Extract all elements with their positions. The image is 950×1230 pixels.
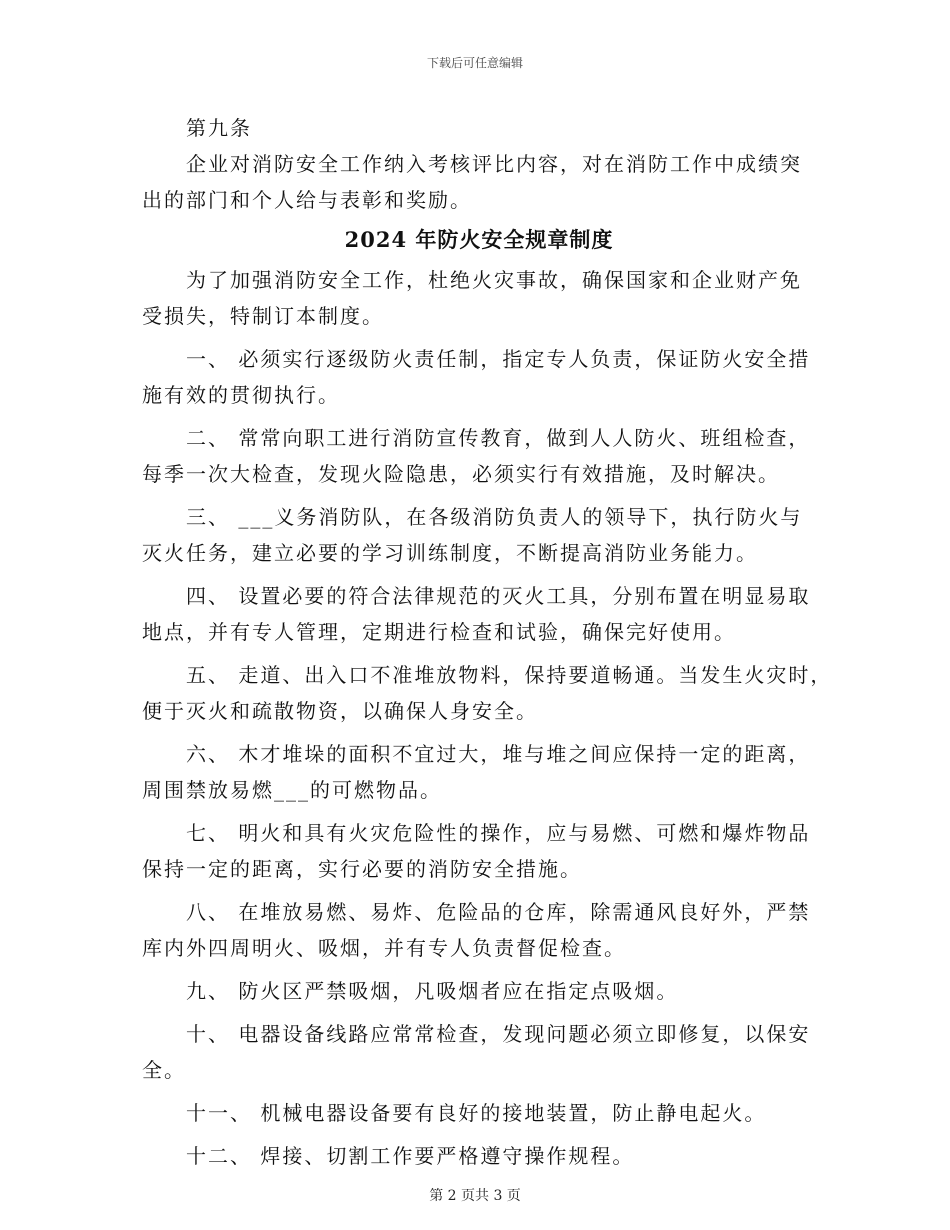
rule-line: 四、 设置必要的符合法律规范的灭火工具，分别布置在明显易取	[186, 584, 811, 608]
document-body	[142, 110, 833, 1181]
rule-line: 七、 明火和具有火灾危险性的操作，应与易燃、可燃和爆炸物品	[186, 821, 811, 845]
rule-line: 八、 在堆放易燃、易炸、危险品的仓库，除需通风良好外，严禁	[186, 900, 811, 924]
rule-line: 十二、 焊接、切割工作要严格遵守操作规程。	[186, 1144, 635, 1168]
rule-line: 一、 必须实行逐级防火责任制，指定专人负责，保证防火安全措	[186, 347, 811, 371]
rule-line: 便于灭火和疏散物资，以确保人身安全。	[142, 699, 538, 723]
rule-line: 三、 ___义务消防队，在各级消防负责人的领导下，执行防火与	[186, 505, 803, 529]
article-text-line: 出的部门和个人给与表彰和奖励。	[142, 188, 472, 212]
rule-line: 每季一次大检查，发现火险隐患，必须实行有效措施，及时解决。	[142, 462, 780, 486]
rule-item	[142, 815, 816, 894]
rule-item	[142, 1016, 816, 1095]
rule-line: 周围禁放易燃___的可燃物品。	[142, 778, 442, 802]
rule-item	[142, 499, 816, 578]
rule-line: 全。	[142, 1058, 186, 1082]
intro-line: 受损失，特制订本制度。	[142, 304, 384, 328]
rule-item	[142, 657, 833, 736]
rule-item	[142, 973, 816, 1016]
rule-line: 地点，并有专人管理，定期进行检查和试验，确保完好使用。	[142, 620, 736, 644]
rule-item	[142, 578, 816, 657]
article-text-line: 企业对消防安全工作纳入考核评比内容，对在消防工作中成绩突	[186, 152, 802, 176]
rule-item	[142, 894, 816, 973]
rule-line: 库内外四周明火、吸烟，并有专人负责督促检查。	[142, 936, 626, 960]
rule-line: 灭火任务，建立必要的学习训练制度，不断提高消防业务能力。	[142, 541, 758, 565]
rule-line: 施有效的贯彻执行。	[142, 383, 340, 407]
rule-line: 保持一定的距离，实行必要的消防安全措施。	[142, 857, 582, 881]
rule-item	[142, 420, 816, 499]
rule-line: 六、 木才堆垛的面积不宜过大，堆与堆之间应保持一定的距离，	[186, 742, 811, 766]
rule-line: 二、 常常向职工进行消防宣传教育，做到人人防火、班组检查，	[186, 426, 811, 450]
intro-line: 为了加强消防安全工作，杜绝火灾事故，确保国家和企业财产免	[186, 268, 802, 292]
page-footer: 第 2 页共 3 页	[429, 1188, 521, 1204]
rule-list	[142, 341, 833, 1181]
rule-line: 九、 防火区严禁吸烟，凡吸烟者应在指定点吸烟。	[186, 979, 679, 1003]
article-heading: 第九条	[186, 116, 252, 140]
rule-line: 十一、 机械电器设备要有良好的接地装置，防止静电起火。	[186, 1101, 767, 1125]
document-title: 2024 年防火安全规章制度	[344, 227, 614, 252]
rule-item	[142, 736, 816, 815]
rule-line: 五、 走道、出入口不准堆放物料，保持要道畅通。当发生火灾时，	[186, 663, 833, 687]
rule-line: 十、 电器设备线路应常常检查，发现问题必须立即修复，以保安	[186, 1022, 811, 1046]
rule-item	[142, 1138, 816, 1181]
rule-item	[142, 1095, 816, 1138]
page-header: 下载后可任意编辑	[426, 56, 523, 70]
rule-item	[142, 341, 816, 420]
